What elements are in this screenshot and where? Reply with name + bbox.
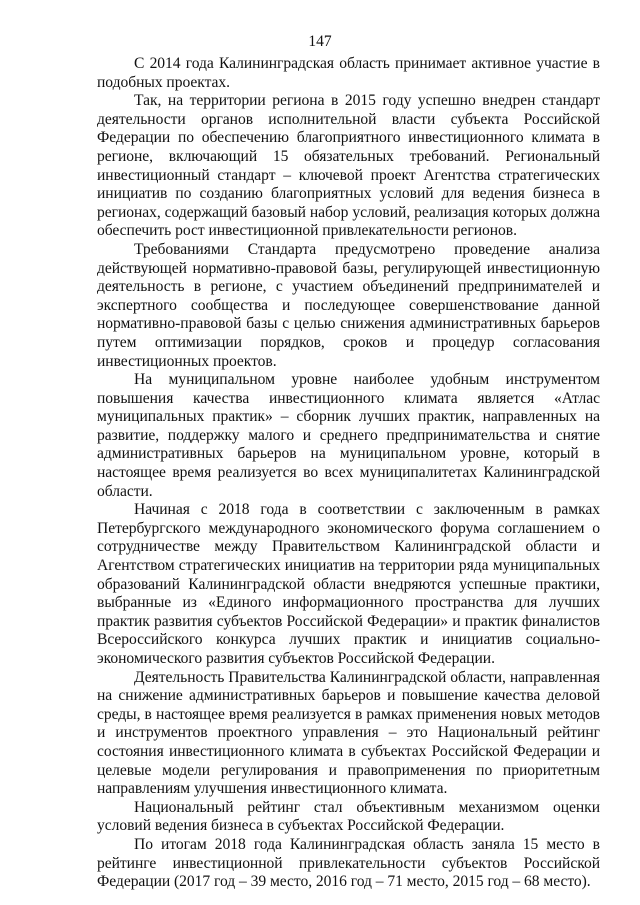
paragraph-5: Начиная с 2018 года в соответствии с заключенным в рамках Петербургского международного экономического форума соглашением о сотрудничестве между Правительством Калининградской области и Агентством стратегических инициатив на территории ряда муниципальных образований Калининградской области внедряются успешные практики, выбранные из «Единого информационного пространства для лучших практик развития субъектов Российской Федерации» и практик финалистов Всероссийского конкурса лучших практик и инициатив социально-экономического развития субъектов Российской Федерации. — [97, 501, 600, 667]
page-number: 147 — [308, 33, 332, 50]
paragraph-7: Национальный рейтинг стал объективным механизмом оценки условий ведения бизнеса в субъектах Российской Федерации. — [97, 798, 600, 835]
paragraph-3: Требованиями Стандарта предусмотрено проведение анализа действующей нормативно-правовой базы, регулирующей инвестиционную деятельность в регионе, с участием объединений предпринимателей и экспертного сообщества и последующее совершенствование данной нормативно-правовой базы с целью снижения административных барьеров путем оптимизации порядков, сроков и процедур согласования инвестиционных проектов. — [97, 240, 600, 370]
paragraph-4: На муниципальном уровне наиболее удобным инструментом повышения качества инвестиционного климата является «Атлас муниципальных практик» – сборник лучших практик, направленных на развитие, поддержку малого и среднего предпринимательства и снятие административных барьеров на муниципальном уровне, который в настоящее время реализуется во всех муниципалитетах Калининградской области. — [97, 371, 600, 500]
paragraph-2: Так, на территории региона в 2015 году успешно внедрен стандарт деятельности органов исполнительной власти субъекта Российской Федерации по обеспечению благоприятного инвестиционного климата в регионе, включающий 15 обязательных требований. Региональный инвестиционный стандарт – ключевой проект Агентства стратегических инициатив по созданию благоприятных условий для ведения бизнеса в регионах, содержащий базовый набор условий, реализация которых должна обеспечить рост инвестиционной привлекательности регионов. — [97, 92, 600, 240]
paragraph-6: Деятельность Правительства Калининградской области, направленная на снижение административных барьеров и повышение качества деловой среды, в настоящее время реализуется в рамках применения новых методов и инструментов проектного управления – это Национальный рейтинг состояния инвестиционного климата в субъектах Российской Федерации и целевые модели регулирования и правоприменения по приоритетным направлениям улучшения инвестиционного климата. — [97, 668, 600, 798]
paragraph-1: С 2014 года Калининградская область принимает активное участие в подобных проектах. — [97, 55, 600, 91]
paragraph-8: По итогам 2018 года Калининградская область заняла 15 место в рейтинге инвестиционной привлекательности субъектов Российской Федерации (2017 год – 39 место, 2016 год – 71 место, 2015 год – 68 место). — [97, 835, 600, 891]
body-text — [97, 55, 600, 892]
